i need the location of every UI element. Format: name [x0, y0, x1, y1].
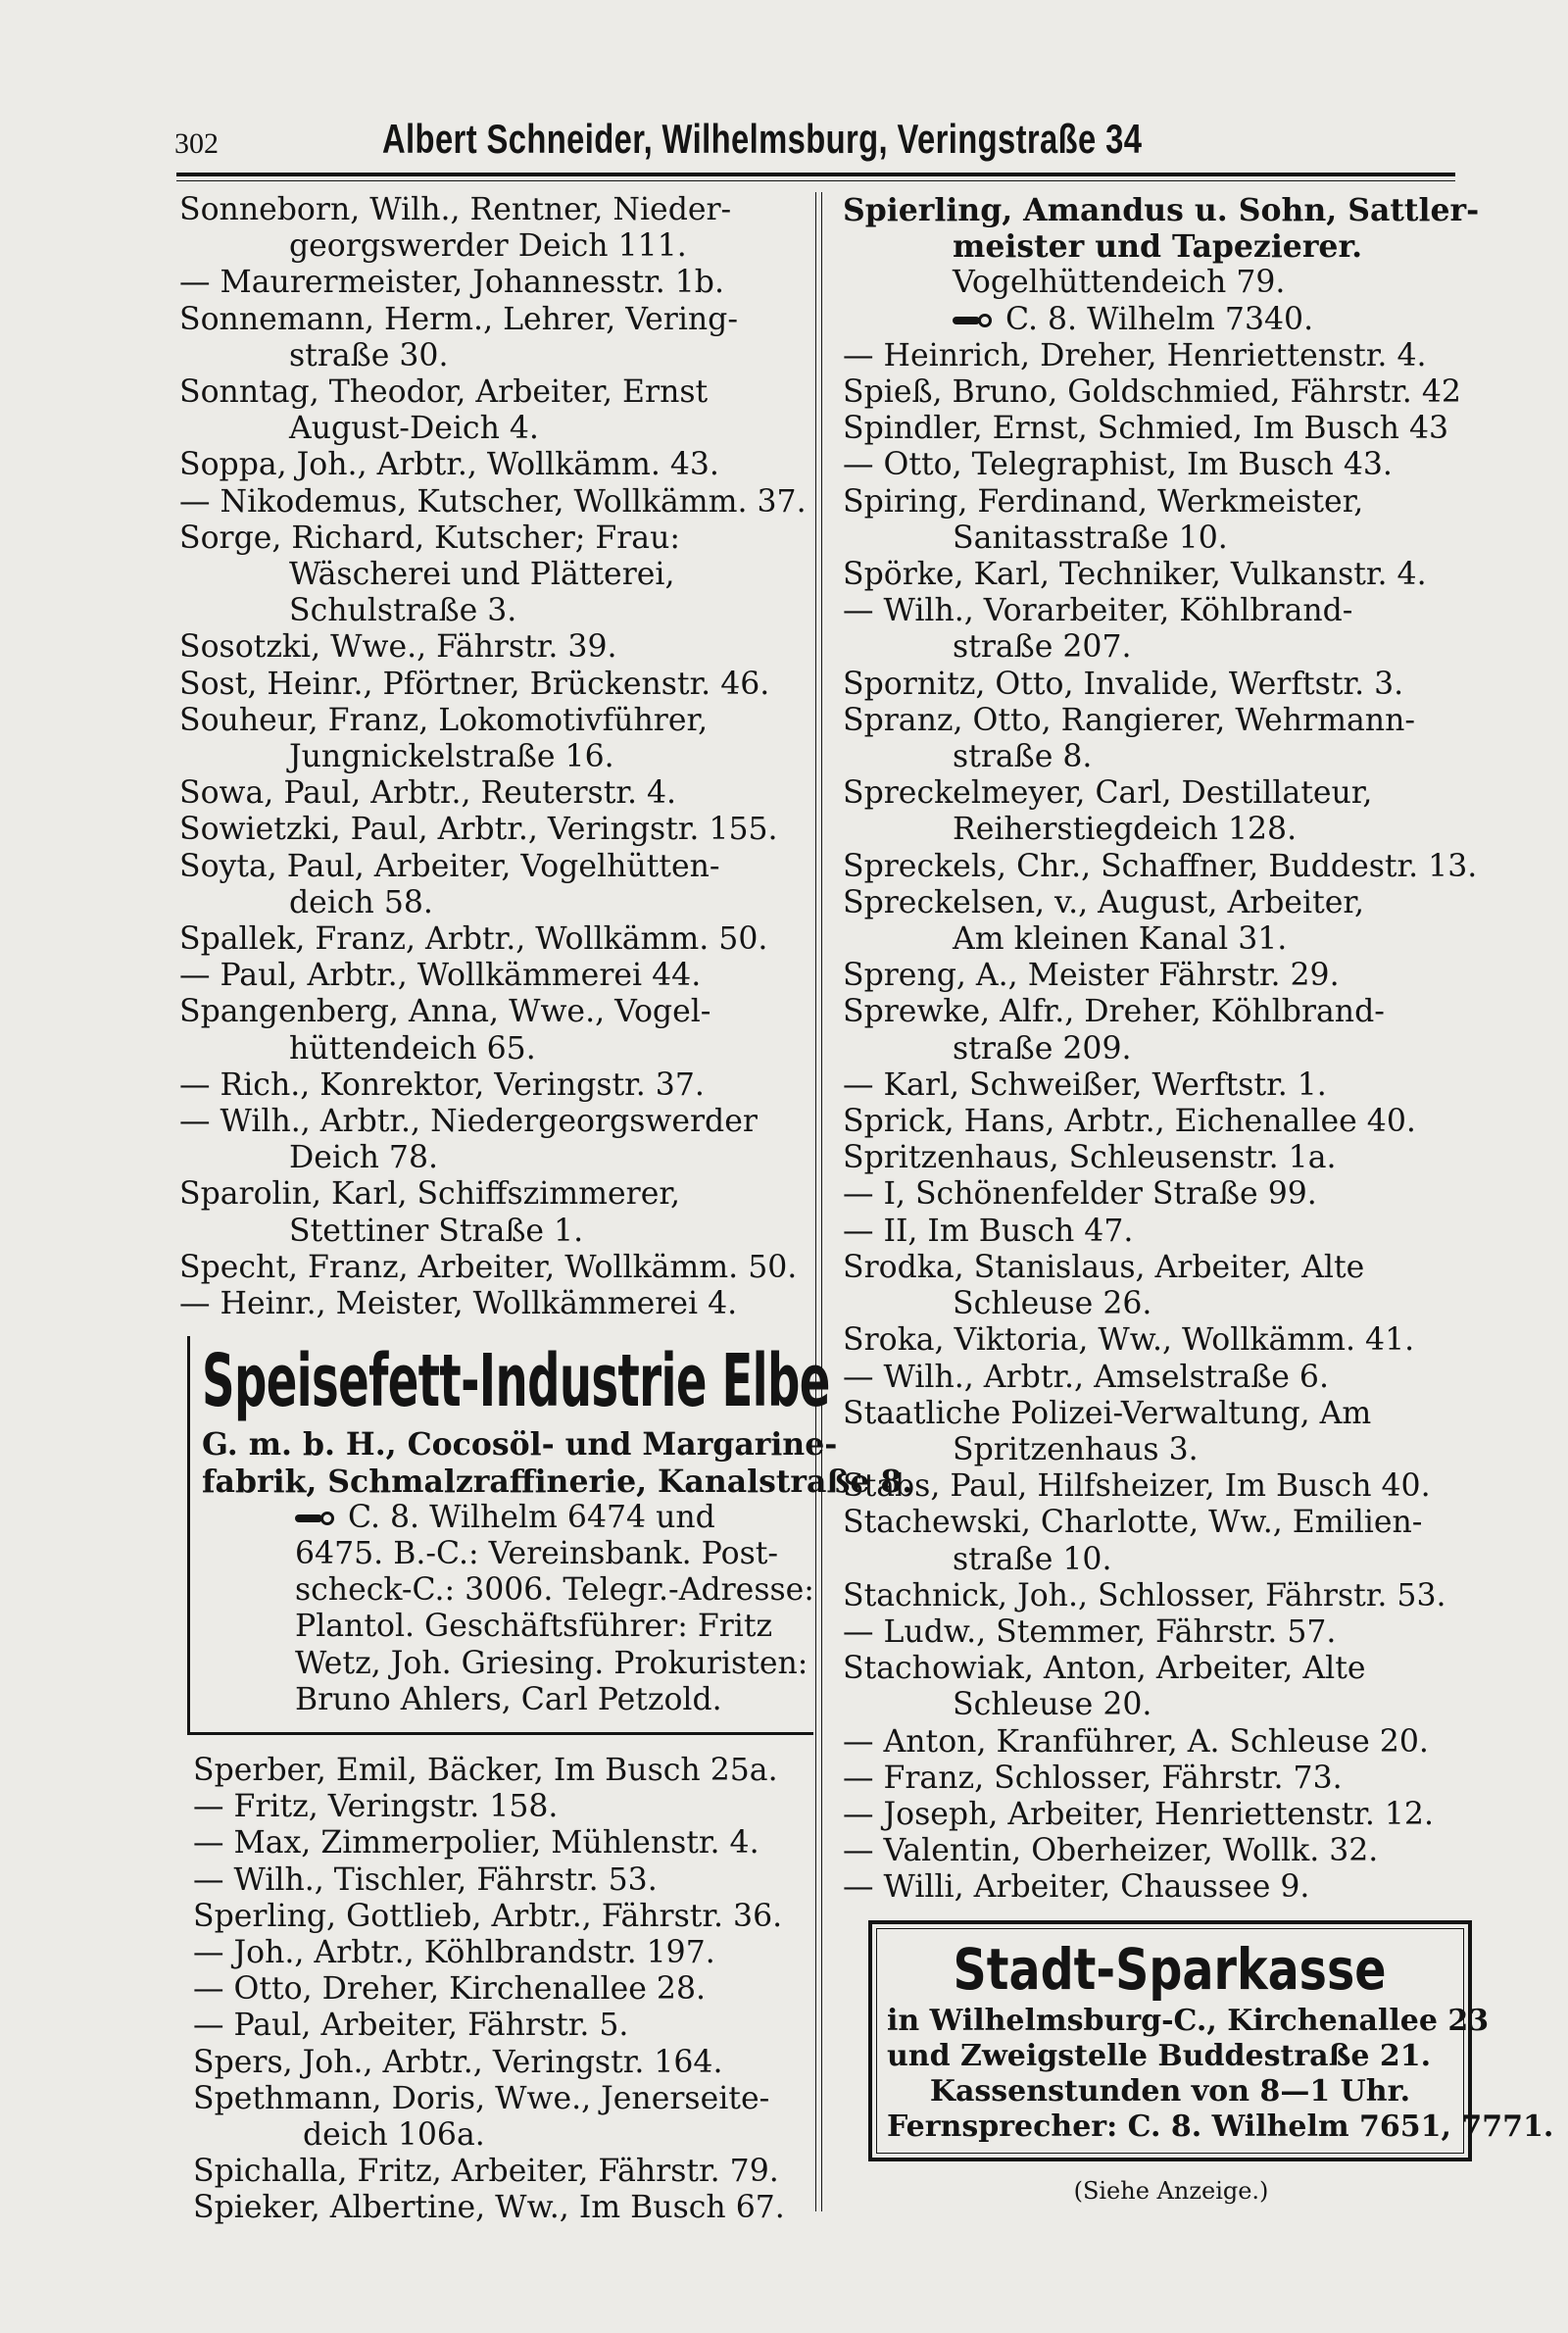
directory-entry-line [193, 1789, 807, 1825]
entry-text: Sonntag, Theodor, Arbeiter, Ernst [179, 374, 709, 411]
directory-entry-line [843, 1833, 1480, 1869]
entry-text: Spallek, Franz, Arbtr., Wollkämm. 50. [179, 921, 768, 958]
entry-text: — Anton, Kranführer, A. Schleuse 20. [843, 1723, 1429, 1760]
directory-entry-line [843, 593, 1480, 629]
directory-entry-line [193, 1899, 807, 1935]
directory-entry-line [843, 775, 1480, 812]
entry-text: Sprick, Hans, Arbtr., Eichenallee 40. [843, 1104, 1416, 1140]
directory-entry-line [843, 812, 1480, 848]
directory-entry-line [179, 338, 807, 374]
entry-text: — Wilh., Arbtr., Amselstraße 6. [843, 1359, 1329, 1395]
entry-text: deich 106a. [303, 2116, 485, 2153]
directory-entry-line [843, 1687, 1480, 1723]
ad-speisefett-phone: C. 8. Wilhelm 6474 und [348, 1499, 715, 1535]
header-rule [176, 173, 1455, 176]
directory-entry-line [843, 1468, 1480, 1505]
ad-speisefett [187, 1336, 913, 1735]
entry-text: Stachewski, Charlotte, Ww., Emilien- [843, 1505, 1423, 1541]
entry-text: — Willi, Arbeiter, Chaussee 9. [843, 1869, 1310, 1906]
entry-text: Sanitasstraße 10. [953, 520, 1228, 556]
directory-entry-line [843, 265, 1480, 301]
ad-sparkasse-line: Fernsprecher: C. 8. Wilhelm 7651, 7771. [887, 2109, 1554, 2144]
entry-text: Stachowiak, Anton, Arbeiter, Alte [843, 1651, 1366, 1687]
entry-text: — II, Im Busch 47. [843, 1213, 1134, 1249]
directory-entry-line [179, 521, 807, 557]
ad-sparkasse-title: Stadt-Sparkasse [953, 1935, 1388, 2003]
entry-text: — Ludw., Stemmer, Fährstr. 57. [843, 1613, 1337, 1650]
entry-text: — Nikodemus, Kutscher, Wollkämm. 37. [179, 483, 807, 520]
entry-text: Schleuse 20. [953, 1687, 1152, 1723]
see-ad-note: (Siehe Anzeige.) [1073, 2176, 1269, 2205]
entry-text: straße 8. [953, 739, 1093, 775]
directory-entry-line [843, 484, 1480, 521]
ad-sparkasse-line: Kassenstunden von 8—1 Uhr. [929, 2073, 1411, 2109]
directory-entry-line [179, 703, 807, 739]
entry-text: georgswerder Deich 111. [289, 228, 687, 265]
directory-entry-line [179, 557, 807, 593]
directory-entry-line [843, 1542, 1480, 1578]
entry-text: Sperling, Gottlieb, Arbtr., Fährstr. 36. [193, 1898, 783, 1934]
entry-text: Sowa, Paul, Arbtr., Reuterstr. 4. [179, 775, 677, 812]
directory-entry-line [843, 192, 1480, 228]
directory-entry-line [179, 994, 807, 1030]
directory-entry-line [179, 374, 807, 411]
entry-text: Sprewke, Alfr., Dreher, Köhlbrand- [843, 994, 1385, 1030]
entry-text: Spieker, Albertine, Ww., Im Busch 67. [193, 2190, 785, 2226]
entry-text: Srodka, Stanislaus, Arbeiter, Alte [843, 1249, 1365, 1285]
directory-entry-line [179, 849, 807, 885]
directory-entry-line [843, 1031, 1480, 1067]
directory-entry-line [179, 775, 807, 812]
entry-text: Spangenberg, Anna, Wwe., Vogel- [179, 994, 711, 1030]
directory-entry-line [843, 1286, 1480, 1322]
right-entries [843, 192, 1480, 1907]
ad-speisefett-line: scheck-C.: 3006. Telegr.-Adresse: [295, 1572, 814, 1609]
directory-entry-line [843, 1396, 1480, 1432]
directory-entry-line [843, 447, 1480, 483]
entry-text: Spiring, Ferdinand, Werkmeister, [843, 483, 1364, 520]
entry-text: Sonneborn, Wilh., Rentner, Nieder- [179, 192, 732, 227]
entry-text: Sost, Heinr., Pförtner, Brückenstr. 46. [179, 666, 770, 702]
directory-entry-line [843, 1176, 1480, 1213]
entry-text: — Wilh., Tischler, Fährstr. 53. [193, 1861, 658, 1898]
entry-text: — Otto, Dreher, Kirchenallee 28. [193, 1971, 706, 2008]
directory-entry-line [179, 1140, 807, 1176]
ad-speisefett-line: 6475. B.-C.: Vereinsbank. Post- [295, 1535, 779, 1571]
left-entries-top [179, 192, 807, 1322]
entry-text: — Fritz, Veringstr. 158. [193, 1789, 559, 1825]
directory-entry-line [843, 1140, 1480, 1176]
entry-text: Spichalla, Fritz, Arbeiter, Fährstr. 79. [193, 2154, 779, 2190]
directory-entry-line [179, 667, 807, 703]
entry-text: Spreckelsen, v., August, Arbeiter, [843, 884, 1365, 920]
directory-entry-line [843, 1250, 1480, 1286]
directory-entry-line [193, 2117, 807, 2154]
entry-text: Specht, Franz, Arbeiter, Wollkämm. 50. [179, 1249, 798, 1285]
directory-entry-line [843, 228, 1480, 265]
directory-entry-line [843, 1322, 1480, 1359]
directory-entry-line [843, 1651, 1480, 1687]
entry-text: Spreckels, Chr., Schaffner, Buddestr. 13. [843, 848, 1478, 884]
directory-entry-line [179, 885, 807, 921]
ad-speisefett-line: G. m. b. H., Cocosöl- und Margarine- [202, 1426, 838, 1464]
entry-text: Soppa, Joh., Arbtr., Wollkämm. 43. [179, 447, 719, 483]
entry-text: Stabs, Paul, Hilfsheizer, Im Busch 40. [843, 1468, 1431, 1505]
directory-entry-line [843, 667, 1480, 703]
entry-text: — Heinr., Meister, Wollkämmerei 4. [179, 1286, 738, 1322]
entry-text: Spreng, A., Meister Fährstr. 29. [843, 958, 1340, 994]
directory-entry-line [179, 921, 807, 958]
directory-entry-line [843, 338, 1480, 374]
directory-entry-line [843, 1360, 1480, 1396]
directory-entry-line [179, 1250, 807, 1286]
directory-entry-line [843, 1104, 1480, 1140]
entry-text: Spreckelmeyer, Carl, Destillateur, [843, 775, 1373, 812]
entry-text: Spörke, Karl, Techniker, Vulkanstr. 4. [843, 557, 1427, 593]
directory-entry-line [193, 1825, 807, 1861]
entry-text: C. 8. Wilhelm 7340. [1005, 301, 1314, 337]
entry-text: Spritzenhaus 3. [953, 1431, 1199, 1467]
directory-entry-line [843, 1761, 1480, 1797]
entry-text: Soyta, Paul, Arbeiter, Vogelhütten- [179, 848, 720, 884]
ad-speisefett-line: Plantol. Geschäftsführer: Fritz [295, 1609, 773, 1645]
entry-text: Reiherstiegdeich 128. [953, 812, 1298, 848]
right-column [843, 192, 1554, 2209]
entry-text: Sosotzki, Wwe., Fährstr. 39. [179, 629, 617, 666]
directory-entry-line [843, 1432, 1480, 1468]
directory-entry-line [843, 994, 1480, 1030]
entry-text: Spethmann, Doris, Wwe., Jenerseite- [193, 2080, 770, 2116]
entry-text: straße 10. [953, 1541, 1112, 1577]
directory-entry-line [843, 302, 1480, 338]
directory-entry-line [843, 921, 1480, 958]
directory-entry-line [843, 1724, 1480, 1761]
directory-entry-line [179, 228, 807, 265]
entry-text: Spierling, Amandus u. Sohn, Sattler- [843, 192, 1480, 228]
entry-text: Sowietzki, Paul, Arbtr., Veringstr. 155. [179, 812, 778, 848]
directory-entry-line [843, 885, 1480, 921]
directory-entry-line [843, 411, 1480, 447]
directory-entry-line [843, 1797, 1480, 1833]
page-header: Albert Schneider, Wilhelmsburg, Veringstraße 34 [382, 116, 1143, 162]
entry-text: Sroka, Viktoria, Ww., Wollkämm. 41. [843, 1322, 1415, 1359]
directory-entry-line [179, 1286, 807, 1322]
directory-entry-line [179, 1176, 807, 1213]
directory-entry-line [193, 2008, 807, 2044]
directory-entry-line [193, 1971, 807, 2008]
directory-entry-line [193, 2081, 807, 2117]
ad-speisefett-line: Bruno Ahlers, Carl Petzold. [295, 1681, 722, 1717]
directory-entry-line [843, 958, 1480, 994]
entry-text: Am kleinen Kanal 31. [953, 921, 1288, 958]
directory-entry-line [843, 521, 1480, 557]
ad-sparkasse-line: in Wilhelmsburg-C., Kirchenallee 23 [887, 2003, 1490, 2038]
entry-text: Staatliche Polizei-Verwaltung, Am [843, 1395, 1372, 1431]
directory-entry-line [843, 374, 1480, 411]
entry-text: Vogelhüttendeich 79. [953, 265, 1286, 301]
entry-text: — Max, Zimmerpolier, Mühlenstr. 4. [193, 1825, 760, 1861]
entry-text: — Joseph, Arbeiter, Henriettenstr. 12. [843, 1796, 1434, 1832]
directory-entry-line [843, 1869, 1480, 1906]
directory-entry-line [843, 1505, 1480, 1541]
telephone-icon [295, 1512, 336, 1525]
directory-entry-line [843, 1214, 1480, 1250]
entry-text: hüttendeich 65. [289, 1030, 536, 1067]
directory-entry-line [843, 1614, 1480, 1651]
directory-entry-line [179, 265, 807, 301]
ad-sparkasse [868, 1920, 1554, 2161]
entry-text: Souheur, Franz, Lokomotivführer, [179, 702, 709, 738]
directory-entry-line [179, 593, 807, 629]
directory-entry-line [193, 2045, 807, 2081]
telephone-icon [953, 314, 994, 327]
directory-entry-line [179, 739, 807, 775]
entry-text: — Paul, Arbeiter, Fährstr. 5. [193, 2008, 629, 2044]
entry-text: Spindler, Ernst, Schmied, Im Busch 43 [843, 411, 1449, 447]
entry-text: — Joh., Arbtr., Köhlbrandstr. 197. [193, 1934, 715, 1970]
page-number: 302 [174, 127, 219, 160]
directory-entry-line [193, 2154, 807, 2190]
directory-entry-line [179, 629, 807, 666]
header-rule-thin [176, 180, 1455, 181]
ad-speisefett-line: fabrik, Schmalzraffinerie, Kanalstraße 8. [202, 1463, 913, 1500]
directory-entry-line [843, 1067, 1480, 1104]
entry-text: Spers, Joh., Arbtr., Veringstr. 164. [193, 2044, 723, 2080]
entry-text: Wäscherei und Plätterei, [289, 557, 675, 593]
ad-speisefett-line: Wetz, Joh. Griesing. Prokuristen: [295, 1645, 808, 1681]
column-divider [815, 192, 822, 2211]
directory-entry-line [843, 703, 1480, 739]
directory-entry-line [179, 411, 807, 447]
directory-entry-line [179, 1067, 807, 1104]
entry-text: Jungnickelstraße 16. [289, 739, 614, 775]
entry-text: Sorge, Richard, Kutscher; Frau: [179, 520, 680, 556]
directory-entry-line [179, 484, 807, 521]
entry-text: Spieß, Bruno, Goldschmied, Fährstr. 42 [843, 374, 1461, 411]
entry-text: Deich 78. [289, 1140, 439, 1176]
entry-text: — Heinrich, Dreher, Henriettenstr. 4. [843, 337, 1427, 373]
directory-entry-line [179, 302, 807, 338]
directory-entry-line [843, 629, 1480, 666]
entry-text: — Franz, Schlosser, Fährstr. 73. [843, 1760, 1343, 1796]
directory-entry-line [193, 1753, 807, 1789]
entry-text: Stachnick, Joh., Schlosser, Fährstr. 53. [843, 1577, 1446, 1613]
entry-text: Sperber, Emil, Bäcker, Im Busch 25a. [193, 1752, 778, 1788]
entry-text: straße 209. [953, 1030, 1132, 1067]
directory-entry-line [179, 812, 807, 848]
directory-entry-line [179, 447, 807, 483]
ad-sparkasse-line: und Zweigstelle Buddestraße 21. [887, 2038, 1432, 2073]
entry-text: Sonnemann, Herm., Lehrer, Vering- [179, 301, 738, 337]
entry-text: — Rich., Konrektor, Veringstr. 37. [179, 1067, 705, 1103]
directory-entry-line [843, 849, 1480, 885]
entry-text: Stettiner Straße 1. [289, 1213, 584, 1249]
directory-entry-line [843, 557, 1480, 593]
directory-entry-line [193, 1862, 807, 1899]
ad-sparkasse-inner [876, 1928, 1554, 2154]
directory-entry-line [843, 739, 1480, 775]
left-column [179, 192, 913, 2227]
entry-text: — Karl, Schweißer, Werftstr. 1. [843, 1067, 1327, 1103]
directory-entry-line [193, 2190, 807, 2226]
entry-text: Spritzenhaus, Schleusenstr. 1a. [843, 1140, 1337, 1176]
directory-entry-line [843, 1578, 1480, 1614]
entry-text: August-Deich 4. [289, 411, 539, 447]
entry-text: — Wilh., Vorarbeiter, Köhlbrand- [843, 593, 1353, 629]
entry-text: Spranz, Otto, Rangierer, Wehrmann- [843, 702, 1415, 738]
directory-entry-line [179, 958, 807, 994]
entry-text: — Otto, Telegraphist, Im Busch 43. [843, 447, 1393, 483]
entry-text: Schleuse 26. [953, 1286, 1152, 1322]
entry-text: — Paul, Arbtr., Wollkämmerei 44. [179, 958, 702, 994]
directory-entry-line [179, 1214, 807, 1250]
entry-text: — Valentin, Oberheizer, Wollk. 32. [843, 1833, 1379, 1869]
directory-entry-line [193, 1935, 807, 1971]
entry-text: — I, Schönenfelder Straße 99. [843, 1176, 1317, 1213]
entry-text: straße 207. [953, 629, 1132, 666]
entry-text: meister und Tapezierer. [953, 228, 1363, 266]
directory-entry-line [179, 192, 807, 228]
entry-text: deich 58. [289, 884, 433, 920]
directory-entry-line [179, 1031, 807, 1067]
left-entries-bottom [179, 1753, 807, 2227]
directory-entry-line [179, 1104, 807, 1140]
entry-text: Spornitz, Otto, Invalide, Werftstr. 3. [843, 666, 1404, 702]
entry-text: straße 30. [289, 337, 449, 373]
entry-text: Schulstraße 3. [289, 593, 517, 629]
entry-text: — Wilh., Arbtr., Niedergeorgswerder [179, 1104, 758, 1140]
entry-text: — Maurermeister, Johannesstr. 1b. [179, 265, 724, 301]
ad-speisefett-title: Speisefett-Industrie Elbe [202, 1339, 830, 1424]
entry-text: Sparolin, Karl, Schiffszimmerer, [179, 1176, 680, 1213]
ad-speisefett-phone-line [202, 1500, 808, 1536]
